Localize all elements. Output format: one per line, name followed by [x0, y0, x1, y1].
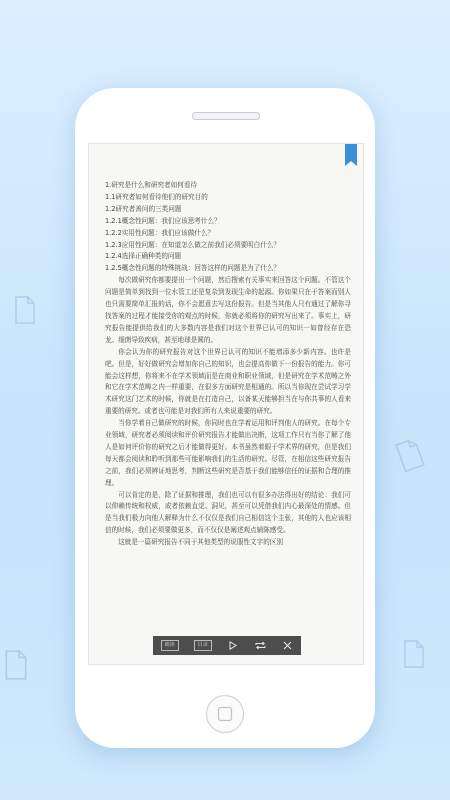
body-paragraph: 这就是一篇研究报告不同于其他类型的说服性文字的区别	[118, 538, 284, 547]
toc-item[interactable]: 1.1研究者如何看待他们的研究目的	[105, 192, 208, 201]
speaker-grille	[192, 112, 260, 120]
close-icon[interactable]	[281, 640, 293, 652]
reader-screen[interactable]	[88, 143, 364, 665]
document-content	[105, 180, 351, 549]
body-paragraph: 可以肯定的是，除了证据和推理，我们也可以有很多办法得出好的结论：我们可以仰赖传统和权威，或者依赖直觉、洞见，甚至可以凭借我们内心最深处的情感。但是当我们极力向他人解释为什么不仅仅是我们自己相信这个主张，其他的人也应该相信的时候，我们必须要做更多，而不仅仅是阐述观点辅陈感受。	[105, 490, 351, 535]
toc-item[interactable]: 1.2研究者善问的三类问题	[105, 204, 182, 213]
toc-item[interactable]: 1.2.2实用性问题：我们应该做什么？	[105, 228, 215, 237]
body-paragraph: 你会认为你的研究报告对这个世界已认可的知识不能增添多少新内容。也许是吧。但是，好好做研究会增加你自己的知识，也会提高你做下一份报告的能力。你可能会这样想，你将来不在学术领域而是在商业和职业领域，但是研究在学术范畴之外和它在学术范畴之内一样重要，在很多方面研究是相通的。所以当你现在尝试学习学术研究这门艺术的时候，你就是在打造自己，以备某天能够担当在与你共事的人看来重要的研究。或者也可能是对我们所有人来说重要的研究。	[105, 347, 351, 416]
reader-toolbar	[153, 636, 301, 655]
repeat-icon[interactable]	[254, 640, 266, 652]
file-icon	[4, 650, 28, 680]
phone-frame	[75, 88, 375, 748]
toc-item[interactable]: 1.2.3应用性问题：在知道怎么做之前我们必须要明白什么？	[105, 240, 281, 249]
body-paragraph: 当你学着自己做研究的时候，你同时也在学着运用和评判他人的研究。在每个专业领域，研究者必须阅读和评价研究报告才能做出决断，这项工作只有当你了解了他人是如何评价你的研究之后才能做得更好。本书虽然着眼于学术界的研究，但是我们每天都会阅读和聆听到那些可能影响我们的生活的研究。尽管，在相信这些研究报告之前，我们必须辨证地思考，判断这些研究是否基于我们能够信任的证据和合理的推理。	[105, 419, 351, 487]
toc-item[interactable]: 1.研究是什么和研究者如何看待	[105, 181, 198, 189]
read-aloud-button[interactable]: 朗读	[161, 640, 179, 651]
body-paragraph: 每次做研究你都要提出一个问题，然后搜索有关事实来回答这个问题。不管这个问题是简单到找到一位水管工还是复杂到发现生命的起源。你如果只在于答案而别人也只需要简单汇报的话，你不会愿意去写这份报告。但是当其他人只有通过了解你寻找答案的过程才能接受你的观点的时候，你就必须将你的研究写出来了。事实上，研究报告能提供给我们的大多数内容是我们对这个世界已认可的知识一如曾经存在恐龙、细菌导致疾病，甚至地球是圆的。	[105, 276, 351, 344]
file-icon	[403, 640, 425, 668]
contents-button[interactable]: 目录	[194, 640, 212, 651]
toc-item[interactable]: 1.2.4选择正确种类的问题	[105, 252, 182, 261]
file-icon	[14, 296, 36, 324]
file-icon	[394, 437, 427, 473]
play-icon[interactable]	[227, 640, 239, 652]
table-of-contents	[105, 180, 351, 275]
toc-item[interactable]: 1.2.5概念性问题的特殊挑战：回答这样的问题是为了什么？	[105, 264, 281, 273]
home-button[interactable]	[205, 694, 245, 734]
toc-item[interactable]: 1.2.1概念性问题：我们应该思考什么？	[105, 216, 221, 225]
bookmark-icon[interactable]	[345, 144, 357, 166]
